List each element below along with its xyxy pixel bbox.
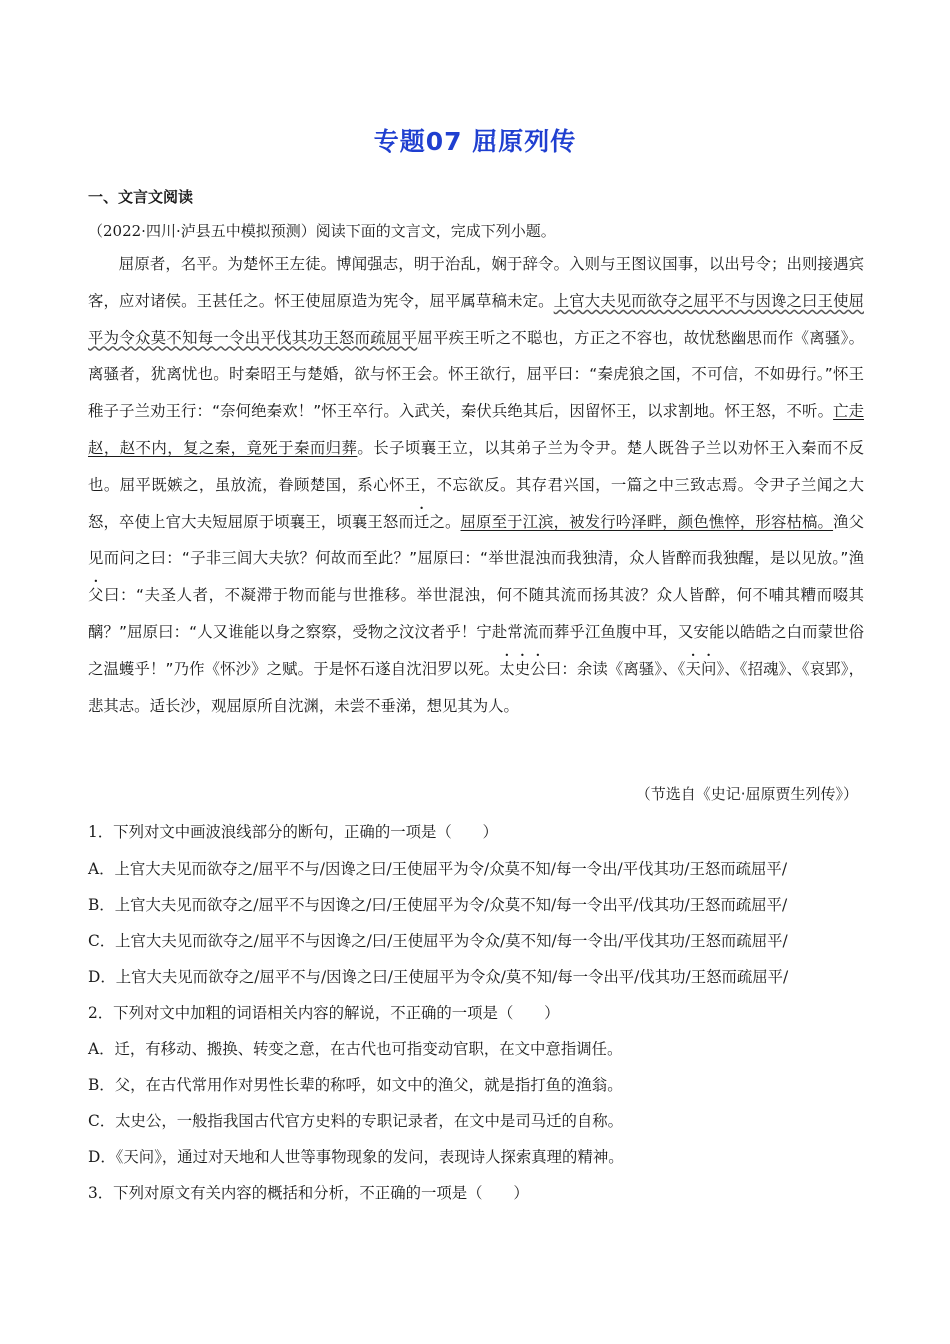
passage-part: 曰：余读《离骚》、 [545, 659, 678, 678]
question-2-option-a: A．迁，有移动、搬换、转变之意，在古代也可指变动官职，在文中意指调任。 [88, 1040, 623, 1058]
underlined-sentence-2: 屈原至于江滨，被发行吟泽畔，颜色憔悴，形容枯槁。 [460, 512, 834, 531]
passage-part: 曰：“夫圣人者，不凝滞于物而能与世推移。举世混浊，何不随其流而扬其波？众人皆醉，何不哺其糟而啜其醨？”屈原曰：“人又谁能以身之察察，受物之汶汶者乎！宁赴常流而葬乎江鱼腹中耳，又安能以皓皓之白而蒙世俗之温蠖乎！”乃作《怀沙》之赋。于是怀石遂自沈汨罗以死。 [88, 586, 864, 678]
question-1: 1．下列对文中画波浪线部分的断句，正确的一项是（ ） [88, 823, 498, 841]
question-3: 3．下列对原文有关内容的概括和分析，不正确的一项是（ ） [88, 1184, 529, 1202]
question-2-option-b: B．父，在古代常用作对男性长辈的称呼，如文中的渔父，就是指打鱼的渔翁。 [88, 1076, 623, 1094]
passage-part: 屈原者，名平。为楚怀王左徒。博闻强志，明于治乱，娴于辞令。入则与王图议国事，以出号令；出则接遇宾客，应对诸侯。王甚任之。怀王使屈原造为宪令，屈平属草稿未定。 [88, 255, 864, 310]
emphasized-word-fu: 父 [88, 586, 105, 605]
section-heading: 一、文言文阅读 [88, 188, 194, 206]
question-1-option-b: B．上官大夫见而欲夺之/屈平不与因谗之/曰/王使屈平为令/众莫不知/每一令出平/伐其功/王怒而疏屈平/ [88, 896, 788, 914]
passage-text [88, 246, 864, 724]
passage-part: 、《招魂》、《哀郢》，悲其志。适长沙，观屈原所自沈渊，未尝不垂涕，想见其为人。 [88, 659, 864, 715]
emphasized-word-qian: 迁 [413, 512, 430, 531]
underlined-sentence-1: 亡走赵，赵不内，复之秦，竟死于秦而归葬 [88, 402, 864, 457]
citation: （节选自《史记·屈原贾生列传》） [635, 785, 858, 803]
question-1-option-a: A．上官大夫见而欲夺之/屈平不与/因谗之曰/王使屈平为令/众莫不知/每一令出/平伐其功/王怒而疏屈平/ [88, 860, 788, 878]
emphasized-word-taishigong: 太史公 [499, 659, 546, 678]
passage-part: 屈平疾王听之不聪也，方正之不容也，故忧愁幽思而作《离骚》。离骚者，犹离忧也。时秦昭王与楚婚，欲与怀王会。怀王欲行，屈平曰：“秦虎狼之国，不可信，不如毋行。”怀王稚子子兰劝王行：“奈何绝秦欢！”怀王卒行。入武关，秦伏兵绝其后，因留怀王，以求割地。怀王怒，不听。 [88, 328, 864, 421]
question-2-option-c: C．太史公，一般指我国古代官方史料的专职记录者，在文中是司马迁的自称。 [88, 1112, 624, 1130]
passage-part: 。长子顷襄王立，以其弟子兰为令尹。楚人既咎子兰以劝怀王入秦而不反也。屈平既嫉之，虽放流，眷顾楚国，系心怀王，不忘欲反。其存君兴国，一篇之中三致志焉。令尹子兰闻之大怒，卒使上官大夫短屈原于顷襄王，顷襄王怒而 [88, 438, 864, 531]
question-2: 2．下列对文中加粗的词语相关内容的解说，不正确的一项是（ ） [88, 1004, 560, 1022]
question-2-option-d: D．《天问》，通过对天地和人世等事物现象的发问，表现诗人探索真理的精神。 [88, 1148, 624, 1166]
passage-part: 之。 [429, 512, 461, 531]
page-title: 专题07 屈原列传 [373, 127, 577, 156]
wavy-underline-text: 上官大夫见而欲夺之屈平不与因谗之曰王使屈平为令众莫不知每一令出平伐其功王怒而疏屈平 [88, 291, 864, 347]
passage-part: 渔父见而问之曰：“子非三闾大夫欤？何故而至此？”屈原曰：“举世混浊而我独清，众人皆醉而我独醒，是以见放。”渔 [88, 512, 864, 568]
question-1-option-d: D．上官大夫见而欲夺之/屈平不与/因谗之曰/王使屈平为令众/莫不知/每一令出平/伐其功/王怒而疏屈平/ [88, 968, 789, 986]
source-note: （2022·四川·泸县五中模拟预测）阅读下面的文言文，完成下列小题。 [88, 222, 556, 240]
question-1-option-c: C．上官大夫见而欲夺之/屈平不与因谗之/曰/王使屈平为令众/莫不知/每一令出/平伐其功/王怒而疏屈平/ [88, 932, 788, 950]
emphasized-word-tianwen: 《天问》 [677, 659, 725, 678]
